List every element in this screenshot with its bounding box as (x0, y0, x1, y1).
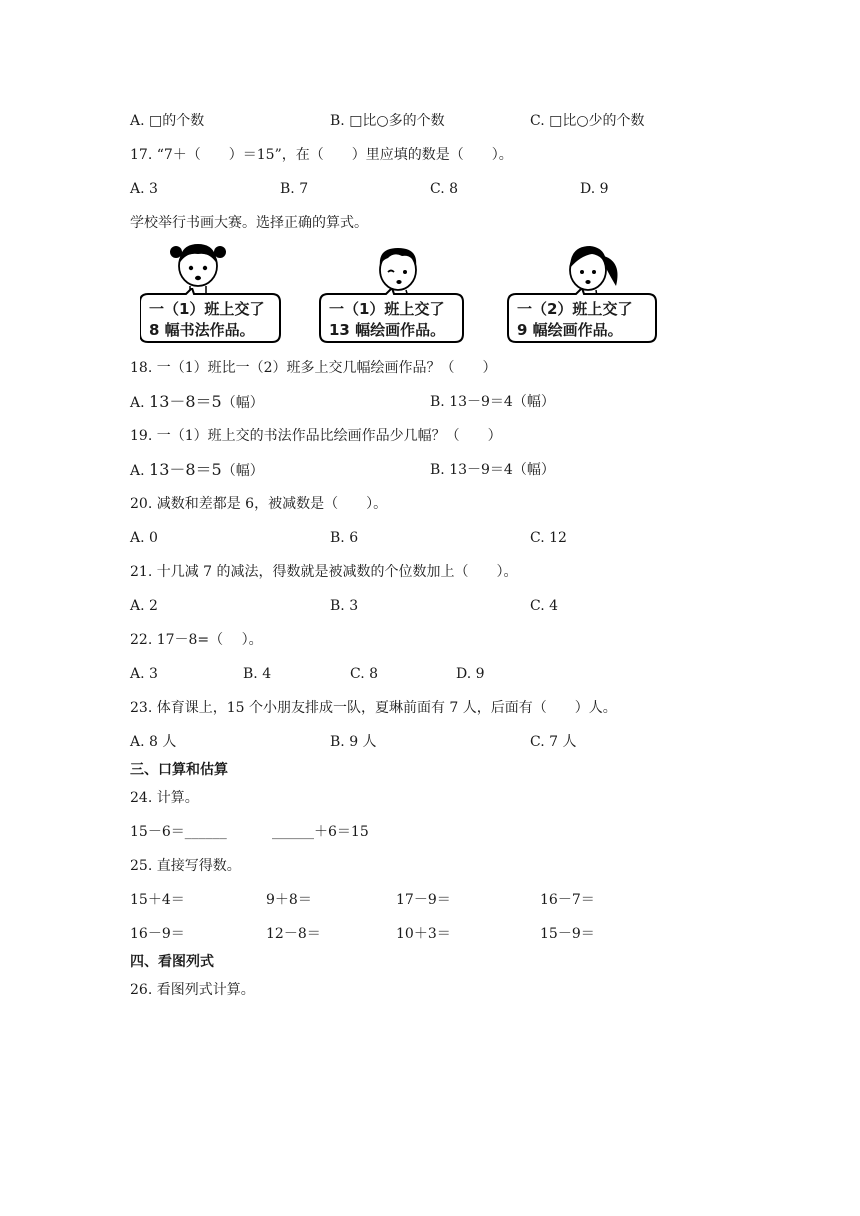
q25-row1-item2: 9＋8＝ (266, 892, 312, 908)
q24-expr-1: 15－6＝______ (130, 824, 227, 840)
contest-intro: 学校举行书画大赛。选择正确的算式。 (130, 215, 368, 231)
q25-row1-item3: 17－9＝ (396, 892, 451, 908)
q22-stem: 22. 17－8=（ ）。 (130, 632, 263, 648)
q19-option-a-label: A. (130, 463, 145, 479)
q25-row2-item3: 10＋3＝ (396, 926, 451, 942)
speech-3-line2: 9 幅绘画作品。 (517, 321, 623, 339)
q19-stem: 19. 一（1）班上交的书法作品比绘画作品少几幅？（ ） (130, 428, 502, 444)
q18-option-b-label: B. (430, 394, 445, 410)
q20-option-a: A. 0 (130, 530, 158, 546)
q22-option-b: B. 4 (243, 666, 272, 682)
q16-option-a: A. □的个数 (130, 113, 205, 129)
q18-option-b-expr: 13－9＝4 (449, 394, 513, 410)
q23-option-a: A. 8 人 (130, 734, 177, 750)
q20-option-b: B. 6 (330, 530, 359, 546)
q19-option-b-label: B. (430, 462, 445, 478)
q25-row1-item4: 16－7＝ (540, 892, 595, 908)
q23-stem: 23. 体育课上，15 个小朋友排成一队，夏琳前面有 7 人，后面有（ ）人。 (130, 700, 617, 716)
speech-1-line1: 一（1）班上交了 (149, 300, 265, 318)
q26-stem: 26. 看图列式计算。 (130, 982, 255, 998)
q17-option-d: D. 9 (580, 181, 609, 197)
q22-option-a: A. 3 (130, 666, 158, 682)
q25-row2-item2: 12－8＝ (266, 926, 321, 942)
q25-row1-item1: 15＋4＝ (130, 892, 185, 908)
q24-stem: 24. 计算。 (130, 790, 199, 806)
q22-option-d: D. 9 (456, 666, 485, 682)
q24-expr-2: ______＋6＝15 (272, 824, 369, 840)
q19-option-a (130, 460, 264, 481)
q18-option-b (430, 392, 555, 412)
q18-option-a-label: A. (130, 395, 145, 411)
q18-option-b-unit: （幅） (512, 394, 555, 410)
q18-option-a-unit: （幅） (221, 395, 264, 411)
q16-option-b: B. □比○多的个数 (330, 113, 445, 129)
speech-2-line2: 13 幅绘画作品。 (329, 321, 446, 339)
q25-row2-item1: 16－9＝ (130, 926, 185, 942)
q19-option-b-expr: 13－9＝4 (449, 462, 513, 478)
q19-option-a-expr: 13－8＝5 (149, 460, 222, 479)
q25-row2-item4: 15－9＝ (540, 926, 595, 942)
q18-option-a-expr: 13－8＝5 (149, 392, 222, 411)
q21-option-b: B. 3 (330, 598, 359, 614)
q23-option-c: C. 7 人 (530, 734, 577, 750)
section-4-heading: 四、看图列式 (130, 954, 214, 970)
q19-option-b-unit: （幅） (512, 462, 555, 478)
q21-stem: 21. 十几减 7 的减法，得数就是被减数的个位数加上（ ）。 (130, 564, 518, 580)
q22-option-c: C. 8 (350, 666, 379, 682)
q21-option-a: A. 2 (130, 598, 158, 614)
q25-stem: 25. 直接写得数。 (130, 858, 241, 874)
q20-stem: 20. 减数和差都是 6，被减数是（ ）。 (130, 496, 388, 512)
q19-option-b (430, 460, 555, 480)
q17-option-a: A. 3 (130, 181, 158, 197)
q17-option-c: C. 8 (430, 181, 459, 197)
section-3-heading: 三、口算和估算 (130, 762, 228, 778)
speech-1-line2: 8 幅书法作品。 (149, 321, 255, 339)
q16-option-c: C. □比○少的个数 (530, 113, 645, 129)
speech-3-line1: 一（2）班上交了 (517, 300, 633, 318)
q17-option-b: B. 7 (280, 181, 309, 197)
q18-stem: 18. 一（1）班比一（2）班多上交几幅绘画作品？（ ） (130, 360, 497, 376)
q20-option-c: C. 12 (530, 530, 567, 546)
q18-option-a (130, 392, 264, 413)
q23-option-b: B. 9 人 (330, 734, 377, 750)
q19-option-a-unit: （幅） (221, 463, 264, 479)
q17-stem: 17. “7＋（ ）＝15”，在（ ）里应填的数是（ ）。 (130, 147, 513, 163)
contest-figure (140, 238, 665, 348)
speech-2-line1: 一（1）班上交了 (329, 300, 445, 318)
q21-option-c: C. 4 (530, 598, 559, 614)
